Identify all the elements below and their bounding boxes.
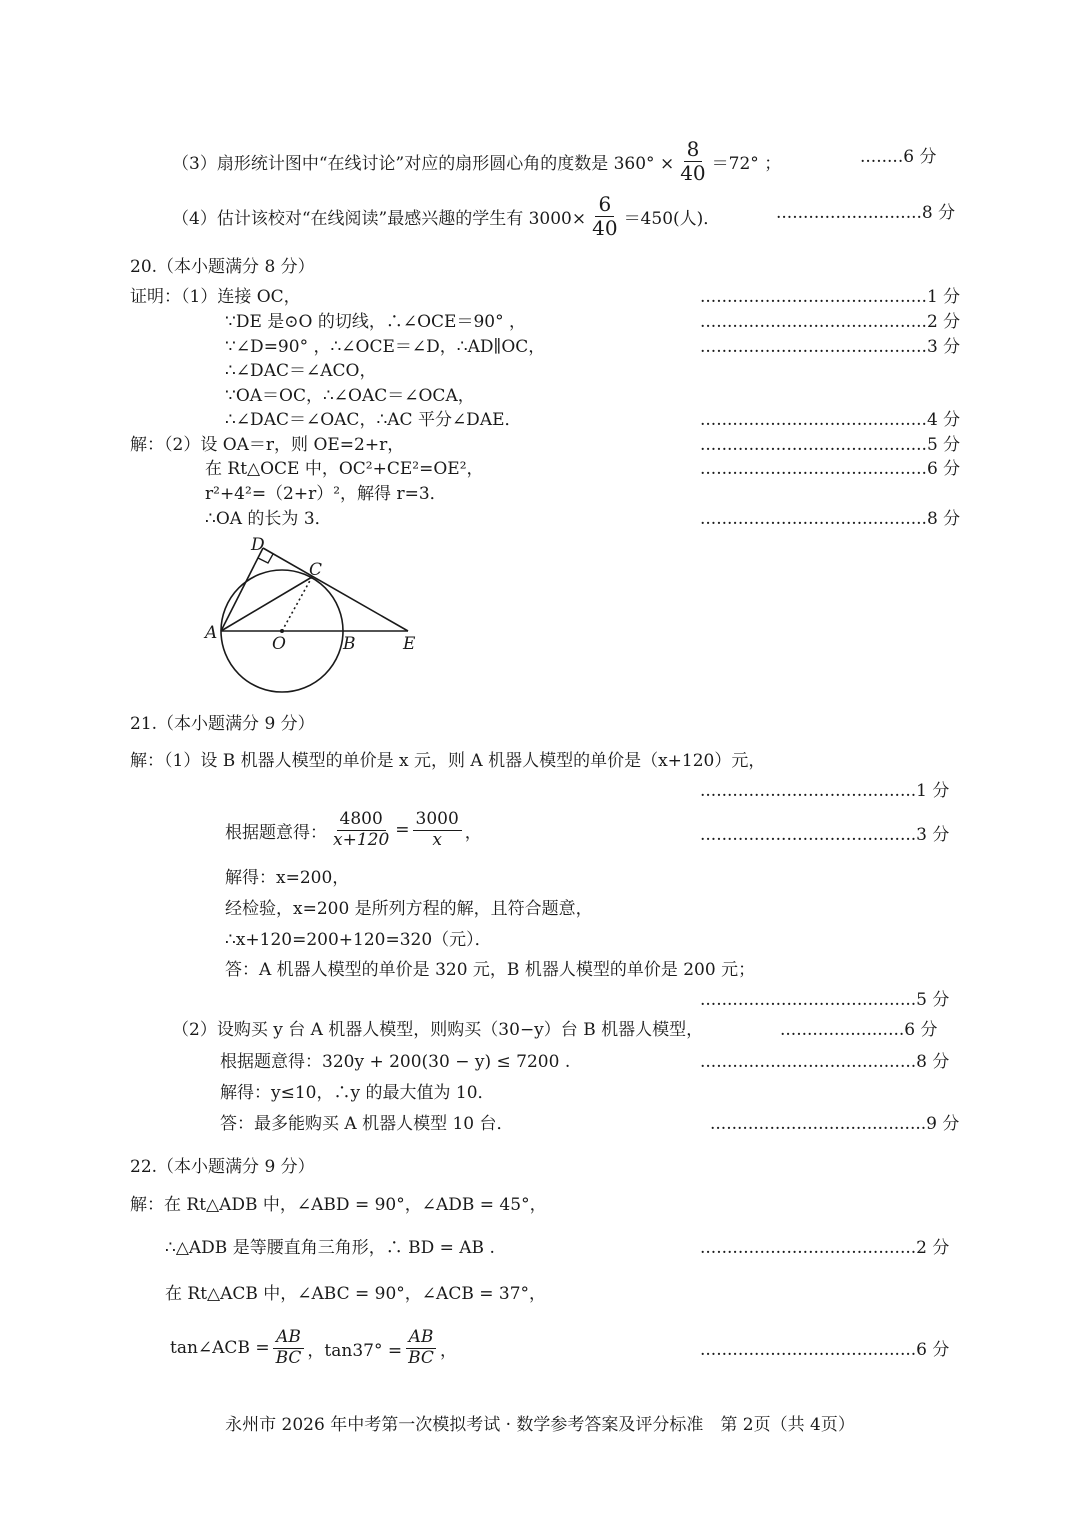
q22-tan-equation [170, 1328, 457, 1368]
q20-score-5: ..........................................5 分 [700, 435, 961, 455]
q21-score-8: ........................................8 分 [700, 1052, 950, 1072]
q22-tan-den-2: BC [408, 1347, 434, 1368]
q21-eq-equals: = [395, 820, 410, 841]
label-b: B [343, 634, 356, 654]
q21-score-9: ........................................9 分 [710, 1114, 960, 1134]
q21-line-1: 解：（1）设 B 机器人模型的单价是 x 元，则 A 机器人模型的单价是（x+120）元， [130, 751, 766, 771]
q21-header: 21.（本小题满分 9 分） [130, 714, 315, 734]
q21-line-9: 解得：y≤10，∴y 的最大值为 10． [220, 1083, 495, 1103]
q21-equation [225, 810, 482, 850]
q19-item4-numerator: 6 [595, 193, 614, 217]
q20-line-3: ∵∠D=90° ，∴∠OCE＝∠D，∴AD∥OC， [225, 337, 546, 357]
q19-item4 [172, 193, 720, 240]
q21-line-7: （2）设购买 y 台 A 机器人模型，则购买（30−y）台 B 机器人模型， [172, 1020, 704, 1040]
q22-tan-num-2: AB [406, 1328, 437, 1349]
q20-line-4: ∴∠DAC＝∠ACO， [225, 361, 377, 381]
q20-score-1: ..........................................1 分 [700, 287, 961, 307]
q20-score-2: ..........................................2 分 [700, 312, 961, 332]
q20-score-4: ..........................................4 分 [700, 410, 961, 430]
q20-line-1: 证明：（1）连接 OC， [130, 287, 301, 307]
q19-item4-text-b: ＝450(人)． [623, 209, 721, 229]
q21-score-5: ........................................5 分 [700, 990, 950, 1010]
q19-item4-fraction [589, 193, 620, 240]
label-a: A [205, 623, 218, 643]
q20-score-3: ..........................................3 分 [700, 337, 961, 357]
q22-tan-text-c: ， [439, 1340, 457, 1361]
q22-tan-fraction-1 [273, 1328, 305, 1368]
q19-item3-numerator: 8 [684, 138, 703, 162]
q20-header: 20.（本小题满分 8 分） [130, 257, 315, 277]
q20-line-7: 解：（2）设 OA＝r，则 OE=2+r， [130, 435, 405, 455]
q21-eq-num-1: 4800 [337, 810, 386, 831]
q21-eq-den-2: x [432, 829, 442, 850]
q22-line-2: ∴△ADB 是等腰直角三角形，∴ BD = AB . [165, 1238, 495, 1258]
q19-item4-score: ...........................8 分 [776, 203, 956, 223]
q20-score-8: ..........................................8 分 [700, 509, 961, 529]
q20-geometry-figure [195, 530, 435, 700]
q22-tan-text-b: ，tan37° = [307, 1340, 403, 1361]
q21-eq-suffix: ， [464, 822, 482, 843]
q22-score-2: ........................................2 分 [700, 1238, 950, 1258]
label-e: E [403, 634, 416, 654]
q21-eq-den-1: x+120 [333, 829, 390, 850]
q19-item3-denominator: 40 [680, 161, 706, 185]
page-footer: 永州市 2026 年中考第一次模拟考试 · 数学参考答案及评分标准 第 2页（共 4页） [225, 1415, 855, 1435]
q21-line-10: 答：最多能购买 A 机器人模型 10 台． [220, 1114, 514, 1134]
q21-eq-fraction-1 [330, 810, 392, 850]
line-de [263, 548, 408, 631]
q22-tan-fraction-2 [405, 1328, 437, 1368]
q22-header: 22.（本小题满分 9 分） [130, 1157, 315, 1177]
q21-line-6: 答：A 机器人模型的单价是 320 元，B 机器人模型的单价是 200 元； [225, 960, 756, 980]
q19-item4-denominator: 40 [592, 216, 618, 240]
q20-line-6: ∴∠DAC＝∠OAC，∴AC 平分∠DAE． [225, 410, 522, 430]
right-angle-mark [258, 554, 273, 563]
q20-line-10: ∴OA 的长为 3． [205, 509, 332, 529]
q22-tan-text-a: tan∠ACB = [170, 1338, 270, 1359]
q20-line-2: ∵DE 是⊙O 的切线，∴∠OCE＝90° ， [225, 312, 526, 332]
q22-line-1: 解：在 Rt△ADB 中，∠ABD = 90°，∠ADB = 45°， [130, 1195, 547, 1215]
q21-eq-fraction-2 [413, 810, 462, 850]
q22-tan-den-1: BC [275, 1347, 302, 1368]
q21-eq-num-2: 3000 [413, 810, 462, 831]
q20-line-8: 在 Rt△OCE 中，OC²+CE²=OE²， [205, 459, 484, 479]
point-o [280, 629, 284, 633]
q20-score-6: ..........................................6 分 [700, 459, 961, 479]
label-c: C [309, 560, 323, 580]
q21-score-6: .......................6 分 [780, 1020, 938, 1040]
q19-item3 [172, 138, 781, 185]
q21-line-8: 根据题意得：320y + 200(30 − y) ≤ 7200 . [220, 1052, 571, 1072]
q22-line-3: 在 Rt△ACB 中，∠ABC = 90°，∠ACB = 37°， [165, 1284, 547, 1304]
q21-score-1: ........................................1 分 [700, 781, 950, 801]
q21-line-3: 解得：x=200， [225, 868, 350, 888]
q20-line-9: r²+4²=（2+r）²，解得 r=3． [205, 484, 447, 504]
label-o: O [272, 634, 286, 654]
q19-item3-fraction [677, 138, 708, 185]
q21-score-3: ........................................3 分 [700, 825, 950, 845]
q22-tan-num-1: AB [273, 1328, 304, 1349]
q19-item3-text-b: ＝72° ； [711, 154, 782, 174]
q21-line-5: ∴x+120=200+120=320（元）． [225, 930, 492, 950]
label-d: D [251, 535, 265, 555]
q19-item3-text-a: （3）扇形统计图中“在线讨论”对应的扇形圆心角的度数是 360° × [172, 154, 675, 174]
q19-item3-score: ........6 分 [860, 147, 937, 167]
q19-item4-text-a: （4）估计该校对“在线阅读”最感兴趣的学生有 3000× [172, 209, 587, 229]
q21-line-4: 经检验，x=200 是所列方程的解，且符合题意， [225, 899, 593, 919]
q20-line-5: ∵OA＝OC，∴∠OAC＝∠OCA， [225, 386, 475, 406]
q22-score-6: ........................................6 分 [700, 1340, 950, 1360]
q21-eq-prefix: 根据题意得： [225, 822, 327, 843]
